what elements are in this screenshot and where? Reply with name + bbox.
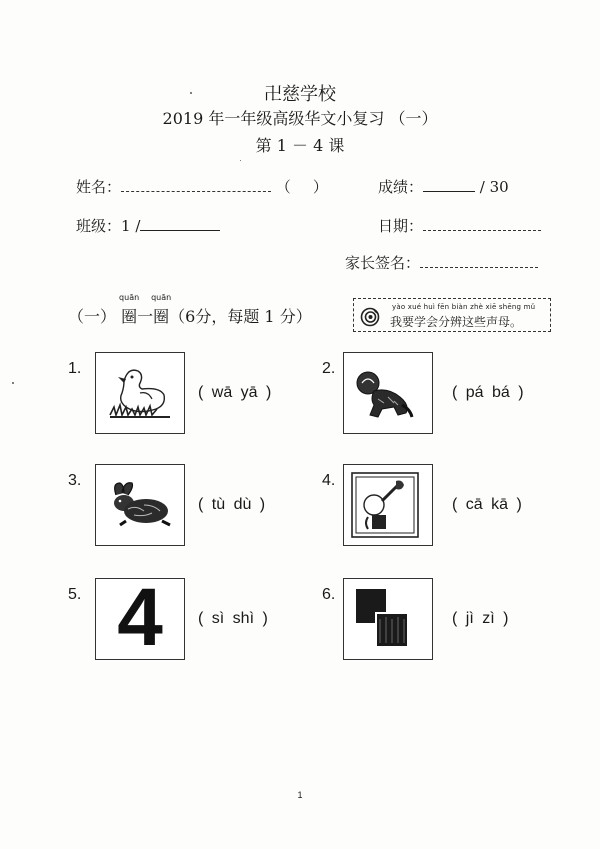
question-number: 6. (322, 586, 336, 603)
score-field[interactable] (378, 176, 509, 197)
name-field[interactable] (76, 176, 328, 197)
parent-signature-label: 家长签名： (345, 254, 421, 272)
scan-speck (12, 382, 14, 384)
quan-pinyin-2: quān (151, 293, 172, 302)
question-number: 3. (68, 472, 82, 489)
score-total: / 30 (479, 178, 509, 196)
quan-pinyin-1: quān (119, 293, 140, 302)
yi-char: 一 (137, 307, 154, 326)
section-points: （6分，每题 1 分） (169, 307, 312, 326)
name-paren-close: ） (312, 178, 328, 196)
section-heading (68, 293, 312, 327)
tip-pinyin: yào xué huì fēn biàn zhè xiē shēng mǔ (392, 303, 536, 311)
answer-choices[interactable]: ( cā kā ) (452, 496, 522, 513)
question-number: 5. (68, 586, 82, 603)
number-four-picture (95, 578, 185, 660)
question-number: 4. (322, 472, 336, 489)
section-number: （一） (68, 307, 117, 326)
scan-speck (190, 92, 192, 94)
name-blank[interactable] (121, 178, 271, 192)
answer-choices[interactable]: ( jì zì ) (452, 610, 509, 627)
crawling-baby-picture (343, 352, 433, 434)
page-number: 1 (297, 790, 303, 800)
date-label: 日期： (378, 217, 424, 235)
answer-choices[interactable]: ( pá bá ) (452, 384, 524, 401)
tip-text: 我要学会分辨这些声母。 (390, 315, 523, 329)
worksheet-subtitle: 2019 年一年级高级华文小复习 （一） (162, 109, 438, 128)
class-field[interactable] (76, 215, 220, 236)
score-label: 成绩： (378, 178, 424, 196)
class-label: 班级： (76, 217, 122, 235)
school-name: 卍慈学校 (264, 84, 336, 105)
answer-choices[interactable]: ( wā yā ) (198, 384, 272, 401)
duck-picture (95, 352, 185, 434)
spiral-icon (360, 307, 380, 327)
question-number: 1. (68, 360, 82, 377)
scan-speck (240, 160, 241, 161)
answer-choices[interactable]: ( tù dù ) (198, 496, 266, 513)
parent-signature-blank[interactable] (420, 254, 538, 268)
quan-char-2: quān 圈 (151, 293, 172, 326)
class-value: 1 / (121, 217, 141, 235)
name-label: 姓名： (76, 178, 122, 196)
parent-signature-field[interactable] (345, 252, 538, 273)
class-blank[interactable] (140, 217, 220, 231)
date-blank[interactable] (423, 217, 541, 231)
score-blank[interactable] (423, 178, 475, 192)
wiping-window-picture (343, 464, 433, 546)
answer-choices[interactable]: ( sì shì ) (198, 610, 268, 627)
four-glyph: 4 (117, 578, 163, 660)
name-paren-open: （ (275, 178, 291, 196)
question-number: 2. (322, 360, 336, 377)
date-field[interactable] (378, 215, 541, 236)
lesson-range: 第 1 － 4 课 (255, 136, 345, 155)
rabbit-picture (95, 464, 185, 546)
tip-box (353, 298, 551, 332)
ink-squares-picture (343, 578, 433, 660)
quan-char-1: quān 圈 (119, 293, 140, 326)
